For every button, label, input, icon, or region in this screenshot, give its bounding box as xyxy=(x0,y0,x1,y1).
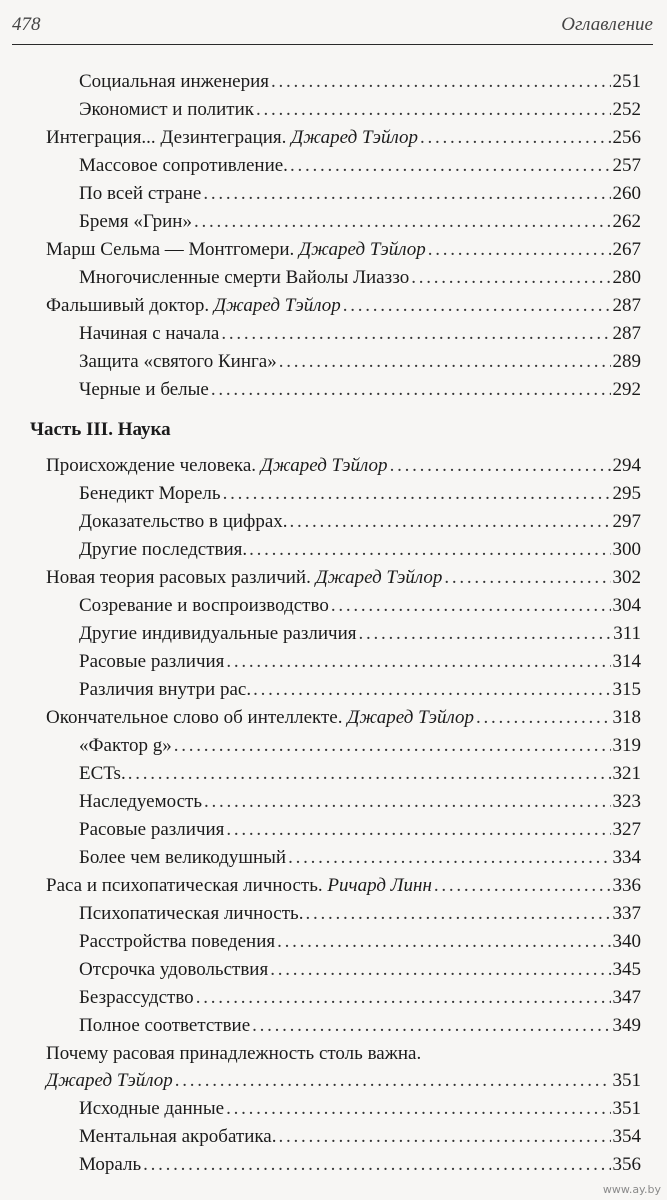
toc-entry: Защита «святого Кинга» . . . 289 xyxy=(79,348,641,375)
toc-entry: Созревание и воспроизводство . . . 304 xyxy=(79,592,641,619)
toc-entry: ECTs. . . . 321 xyxy=(79,760,641,787)
toc-entry: Ментальная акробатика. . . . 354 xyxy=(79,1123,641,1150)
toc-entry: Отсрочка удовольствия . . . 345 xyxy=(79,956,641,983)
toc-entry: «Фактор g» . . . 319 xyxy=(79,732,641,759)
toc-entry: Интеграция... Дезинтеграция. Джаред Тэйлор . . . 256 xyxy=(46,124,641,151)
toc-entry: Окончательное слово об интеллекте. Джаред Тэйлор . . . 318 xyxy=(46,704,641,731)
toc-entry: По всей стране . . . 260 xyxy=(79,180,641,207)
section-title: Оглавление xyxy=(561,14,653,35)
toc-entry: Доказательство в цифрах. . . . 297 xyxy=(79,508,641,535)
toc-entry: Бенедикт Морель . . . 295 xyxy=(79,480,641,507)
toc-entry: Новая теория расовых различий. Джаред Тэйлор . . . 302 xyxy=(46,564,641,591)
toc-entry-continuation: Джаред Тэйлор . . . 351 xyxy=(46,1067,641,1094)
toc-entry: Другие последствия. . . . 300 xyxy=(79,536,641,563)
toc-entry: Мораль . . . 356 xyxy=(79,1151,641,1178)
toc-entry: Расстройства поведения . . . 340 xyxy=(79,928,641,955)
toc-entry: Расовые различия . . . 327 xyxy=(79,816,641,843)
toc-entry: Многочисленные смерти Вайолы Лиаззо . . . 280 xyxy=(79,264,641,291)
watermark: www.ay.by xyxy=(602,1183,661,1196)
toc-entry: Марш Сельма — Монтгомери. Джаред Тэйлор . . . 267 xyxy=(46,236,641,263)
page-number: 478 xyxy=(12,14,41,35)
toc-entry: Происхождение человека. Джаред Тэйлор . . . 294 xyxy=(46,452,641,479)
toc-entry: Массовое сопротивление. . . . 257 xyxy=(79,152,641,179)
toc-entry: Расовые различия . . . 314 xyxy=(79,648,641,675)
toc-entry: Экономист и политик . . . 252 xyxy=(79,96,641,123)
toc-entry: Безрассудство . . . 347 xyxy=(79,984,641,1011)
toc-entry: Психопатическая личность. . . . 337 xyxy=(79,900,641,927)
toc-entry: Фальшивый доктор. Джаред Тэйлор . . . 287 xyxy=(46,292,641,319)
page-header xyxy=(12,14,653,45)
toc-entry: Полное соответствие . . . 349 xyxy=(79,1012,641,1039)
toc-entry: Более чем великодушный . . . 334 xyxy=(79,844,641,871)
toc-entry-multiline: Почему расовая принадлежность столь важна. xyxy=(46,1043,422,1064)
toc-entry: Исходные данные . . . 351 xyxy=(79,1095,641,1122)
toc-entry: Социальная инженерия . . . 251 xyxy=(79,68,641,95)
part-heading: Часть III. Наука xyxy=(30,419,171,440)
toc-entry: Черные и белые . . . 292 xyxy=(79,376,641,403)
toc-entry: Бремя «Грин» . . . 262 xyxy=(79,208,641,235)
toc-entry: Наследуемость . . . 323 xyxy=(79,788,641,815)
toc-entry: Различия внутри рас. . . . 315 xyxy=(79,676,641,703)
toc-entry: Раса и психопатическая личность. Ричард Линн . . . 336 xyxy=(46,872,641,899)
toc-entry: Начиная с начала . . . 287 xyxy=(79,320,641,347)
toc-entry: Другие индивидуальные различия . . . 311 xyxy=(79,620,641,647)
